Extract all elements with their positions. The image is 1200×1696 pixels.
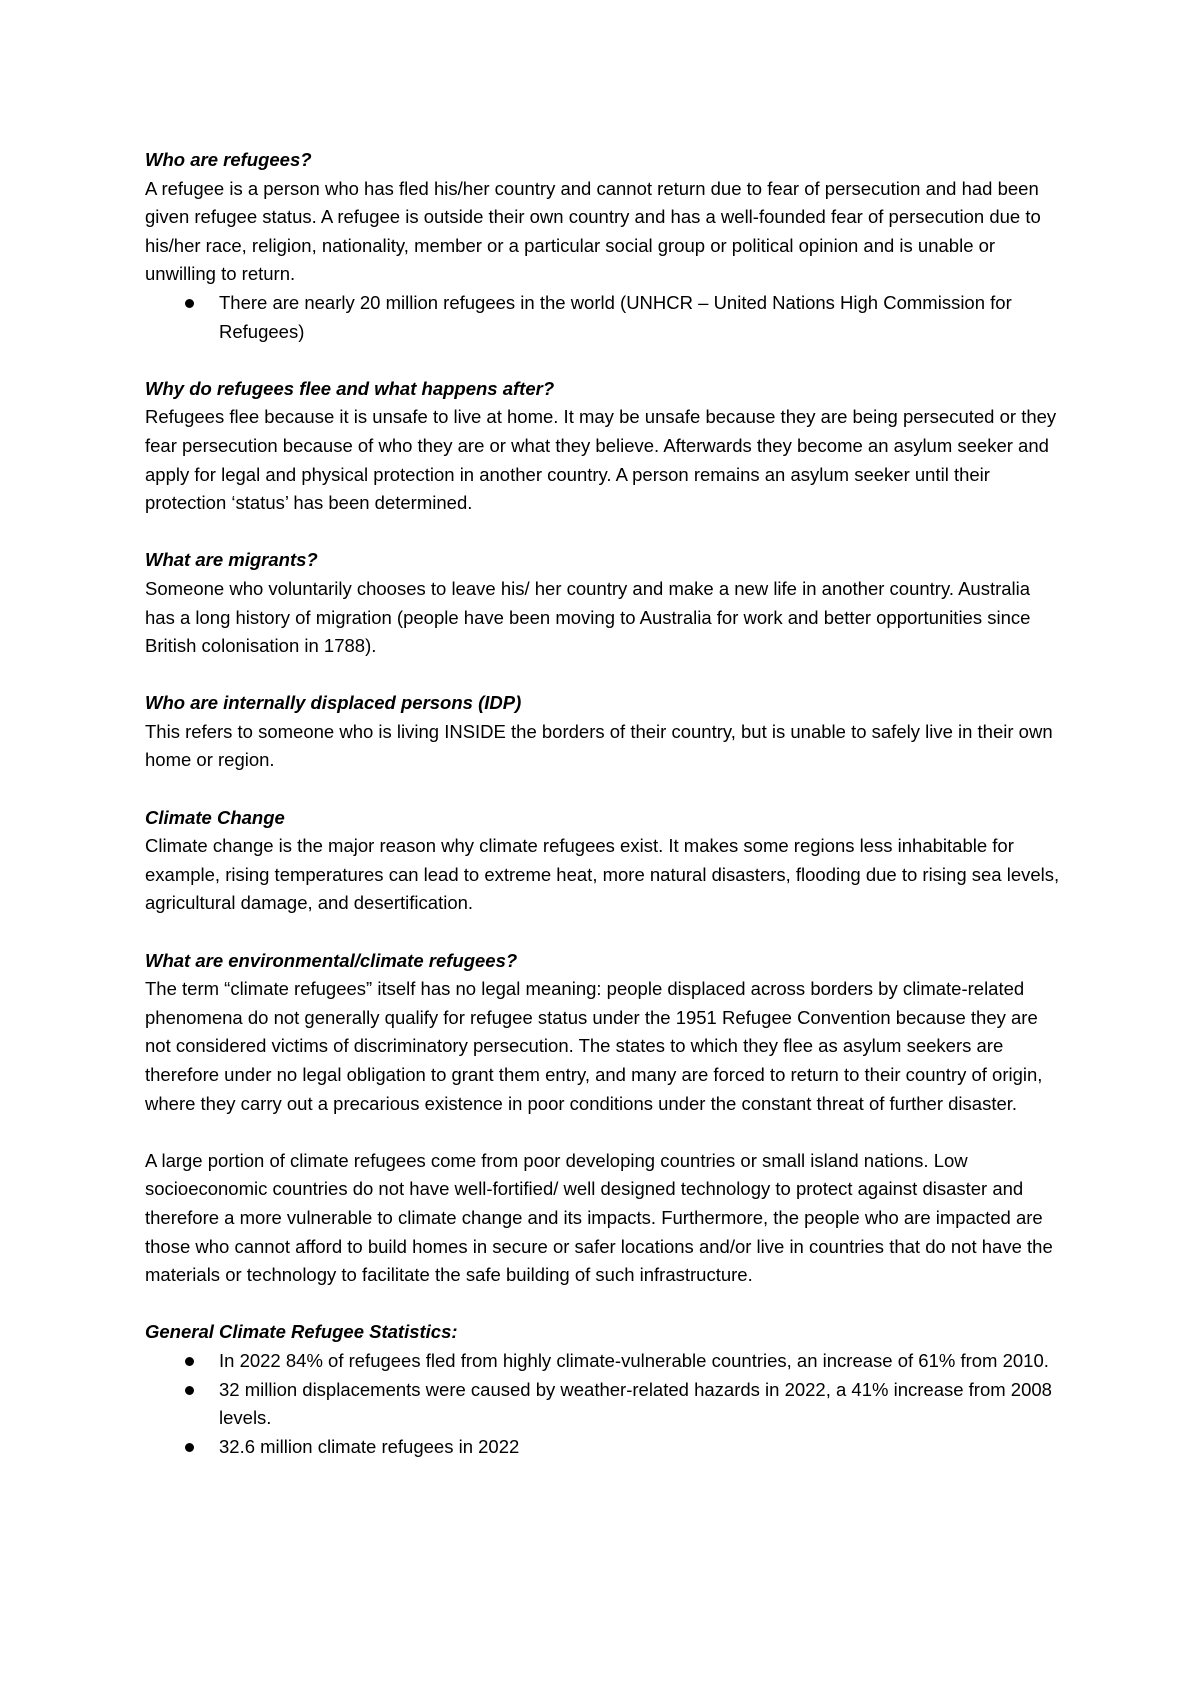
- section-heading: Why do refugees flee and what happens after?: [145, 377, 555, 399]
- section-heading: What are migrants?: [145, 549, 318, 571]
- document-page: [145, 146, 1065, 1461]
- section-paragraph: Someone who voluntarily chooses to leave his/ her country and make a new life in another country. Australia has a long history of migration (people have been moving to Australia for work and better opportunities since British colonisation in 1788).: [145, 577, 1031, 657]
- section-paragraph: This refers to someone who is living INSIDE the borders of their country, but is unable to safely live in their own home or region.: [145, 720, 1053, 771]
- section-heading: Who are refugees?: [145, 149, 312, 170]
- bullet-list: [145, 289, 1065, 346]
- bullet-icon: [185, 1357, 194, 1366]
- bullet-icon: [185, 1386, 194, 1395]
- section-paragraph: A large portion of climate refugees come from poor developing countries or small island nations. Low socioeconomic countries do not have well-fortified/ well designed technology to protect against disaster and therefore a more vulnerable to climate change and its impacts. Furthermore, the people who are impacted are those who cannot afford to build homes in secure or safer locations and/or live in countries that do not have the materials or technology to facilitate the safe building of such infrastructure.: [145, 1149, 1053, 1286]
- bullet-text: In 2022 84% of refugees fled from highly climate-vulnerable countries, an increase of 61% from 2010.: [219, 1349, 1049, 1371]
- section-climate-change: [145, 804, 1065, 918]
- bullet-text: 32.6 million climate refugees in 2022: [219, 1435, 520, 1457]
- section-climate-refugee-statistics: [145, 1318, 1065, 1461]
- list-item: [145, 1347, 1065, 1376]
- bullet-text: 32 million displacements were caused by weather-related hazards in 2022, a 41% increase from 2008 levels.: [219, 1378, 1052, 1429]
- section-heading: Who are internally displaced persons (IDP): [145, 692, 522, 714]
- section-paragraph: A refugee is a person who has fled his/her country and cannot return due to fear of persecution and had been given refugee status. A refugee is outside their own country and has a well-founded fear of persecution due to his/her race, religion, nationality, member or a particular social group or political opinion and is unable or unwilling to return.: [145, 177, 1041, 285]
- section-paragraph: Climate change is the major reason why climate refugees exist. It makes some regions less inhabitable for example, rising temperatures can lead to extreme heat, more natural disasters, flooding due to rising sea levels, agricultural damage, and desertification.: [145, 835, 1060, 914]
- list-item: [145, 1376, 1065, 1433]
- section-who-are-refugees: [145, 146, 1065, 346]
- section-internally-displaced-persons: [145, 689, 1065, 775]
- section-why-refugees-flee: [145, 375, 1065, 518]
- section-heading: Climate Change: [145, 806, 285, 828]
- bullet-icon: [185, 1443, 194, 1452]
- bullet-list: [145, 1347, 1065, 1461]
- section-environmental-climate-refugees: [145, 947, 1065, 1290]
- section-paragraph: The term “climate refugees” itself has no legal meaning: people displaced across borders by climate-related phenomena do not generally qualify for refugee status under the 1951 Refugee Convention because they are not considered victims of discriminatory persecution. The states to which they flee as asylum seekers are therefore under no legal obligation to grant them entry, and many are forced to return to their country of origin, where they carry out a precarious existence in poor conditions under the constant threat of further disaster.: [145, 978, 1043, 1114]
- list-item: [145, 1433, 1065, 1462]
- bullet-text: There are nearly 20 million refugees in the world (UNHCR – United Nations High Commission for Refugees): [219, 291, 1012, 342]
- section-paragraph: Refugees flee because it is unsafe to live at home. It may be unsafe because they are being persecuted or they fear persecution because of who they are or what they believe. Afterwards they become an asylum seeker and apply for legal and physical protection in another country. A person remains an asylum seeker until their protection ‘status’ has been determined.: [145, 406, 1057, 514]
- section-heading: General Climate Refugee Statistics:: [145, 1321, 458, 1343]
- list-item: [145, 289, 1065, 346]
- section-heading: What are environmental/climate refugees?: [145, 949, 518, 971]
- bullet-icon: [185, 299, 194, 308]
- section-what-are-migrants: [145, 546, 1065, 660]
